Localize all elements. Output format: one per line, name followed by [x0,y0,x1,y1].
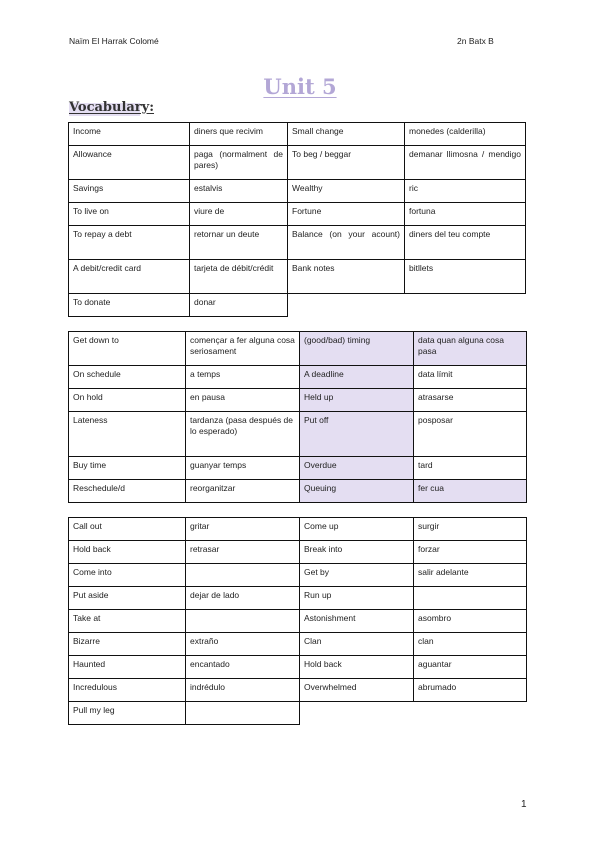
table-row [69,366,527,389]
translation-cell: guanyar temps [186,457,300,480]
translation-cell: data quan alguna cosa pasa [414,332,527,366]
translation-cell: diners que recivim [190,123,288,146]
author-name: Naïm El Harrak Colomé [69,36,159,46]
translation-cell: viure de [190,203,288,226]
term-cell: Reschedule/d [69,480,186,503]
table-row [69,146,526,180]
term-cell: Come up [300,518,414,541]
term-cell: Astonishment [300,610,414,633]
term-cell: Queuing [300,480,414,503]
term-cell: Put off [300,412,414,457]
term-cell: To beg / beggar [288,146,405,180]
term-cell: Lateness [69,412,186,457]
translation-cell: en pausa [186,389,300,412]
term-cell: Clan [300,633,414,656]
term-cell: Bizarre [69,633,186,656]
term-cell: Held up [300,389,414,412]
translation-cell: forzar [414,541,527,564]
translation-cell: a temps [186,366,300,389]
term-cell: Savings [69,180,190,203]
table-row [69,412,527,457]
table-row [69,679,527,702]
translation-cell: tardanza (pasa después de lo esperado) [186,412,300,457]
table-row [69,180,526,203]
term-cell: A debit/credit card [69,260,190,294]
table-row [69,332,527,366]
table-row [69,702,527,725]
translation-cell: tarjeta de débit/crédit [190,260,288,294]
term-cell: (good/bad) timing [300,332,414,366]
term-cell: Small change [288,123,405,146]
translation-cell: fer cua [414,480,527,503]
term-cell: Bank notes [288,260,405,294]
vocab-table-money [68,122,526,317]
translation-cell: tard [414,457,527,480]
translation-cell [186,564,300,587]
table-row [69,480,527,503]
term-cell: Call out [69,518,186,541]
section-heading: Vocabulary: [69,100,155,115]
translation-cell: donar [190,294,288,317]
term-cell: Fortune [288,203,405,226]
term-cell: Wealthy [288,180,405,203]
term-cell: Hold back [300,656,414,679]
term-cell: A deadline [300,366,414,389]
table-row [69,226,526,260]
table-row [69,260,526,294]
table-row [69,518,527,541]
table-row [69,389,527,412]
translation-cell: surgir [414,518,527,541]
translation-cell: indrédulo [186,679,300,702]
page-number: 1 [521,799,527,810]
translation-cell: bitllets [405,260,526,294]
translation-cell: diners del teu compte [405,226,526,260]
table-row [69,294,526,317]
table-row [69,610,527,633]
translation-cell [186,610,300,633]
vocab-table-phrasal [68,517,527,725]
term-cell: Come into [69,564,186,587]
term-cell: Hold back [69,541,186,564]
page-title: Unit 5 [263,74,337,99]
translation-cell: aguantar [414,656,527,679]
term-cell: Get down to [69,332,186,366]
term-cell: Buy time [69,457,186,480]
class-name: 2n Batx B [457,36,494,46]
table-row [69,123,526,146]
translation-cell: ric [405,180,526,203]
translation-cell: gritar [186,518,300,541]
translation-cell: encantado [186,656,300,679]
translation-cell: començar a fer alguna cosa seriosament [186,332,300,366]
translation-cell: salir adelante [414,564,527,587]
term-cell: To repay a debt [69,226,190,260]
translation-cell: posposar [414,412,527,457]
term-cell: Incredulous [69,679,186,702]
table-row [69,457,527,480]
table-row [69,564,527,587]
translation-cell: extraño [186,633,300,656]
term-cell: Allowance [69,146,190,180]
vocab-table-time [68,331,527,503]
term-cell: Income [69,123,190,146]
translation-cell: reorganitzar [186,480,300,503]
term-cell: Overdue [300,457,414,480]
translation-cell: paga (normalment de pares) [190,146,288,180]
table-row [69,633,527,656]
translation-cell: retrasar [186,541,300,564]
translation-cell: retornar un deute [190,226,288,260]
translation-cell: estalvis [190,180,288,203]
table-row [69,541,527,564]
term-cell: Balance (on your acount) [288,226,405,260]
term-cell: Put aside [69,587,186,610]
empty-cell [414,702,527,725]
empty-cell [288,294,405,317]
translation-cell: data límit [414,366,527,389]
translation-cell: monedes (calderilla) [405,123,526,146]
translation-cell: asombro [414,610,527,633]
empty-cell [300,702,414,725]
term-cell: To donate [69,294,190,317]
translation-cell: demanar llimosna / mendigo [405,146,526,180]
term-cell: On schedule [69,366,186,389]
term-cell: Haunted [69,656,186,679]
term-cell: Pull my leg [69,702,186,725]
table-row [69,203,526,226]
table-row [69,656,527,679]
translation-cell [186,702,300,725]
translation-cell: clan [414,633,527,656]
empty-cell [405,294,526,317]
term-cell: Overwhelmed [300,679,414,702]
term-cell: Run up [300,587,414,610]
translation-cell: dejar de lado [186,587,300,610]
translation-cell: fortuna [405,203,526,226]
translation-cell: abrumado [414,679,527,702]
translation-cell: atrasarse [414,389,527,412]
translation-cell [414,587,527,610]
table-row [69,587,527,610]
term-cell: Get by [300,564,414,587]
term-cell: Break into [300,541,414,564]
term-cell: To live on [69,203,190,226]
term-cell: Take at [69,610,186,633]
term-cell: On hold [69,389,186,412]
